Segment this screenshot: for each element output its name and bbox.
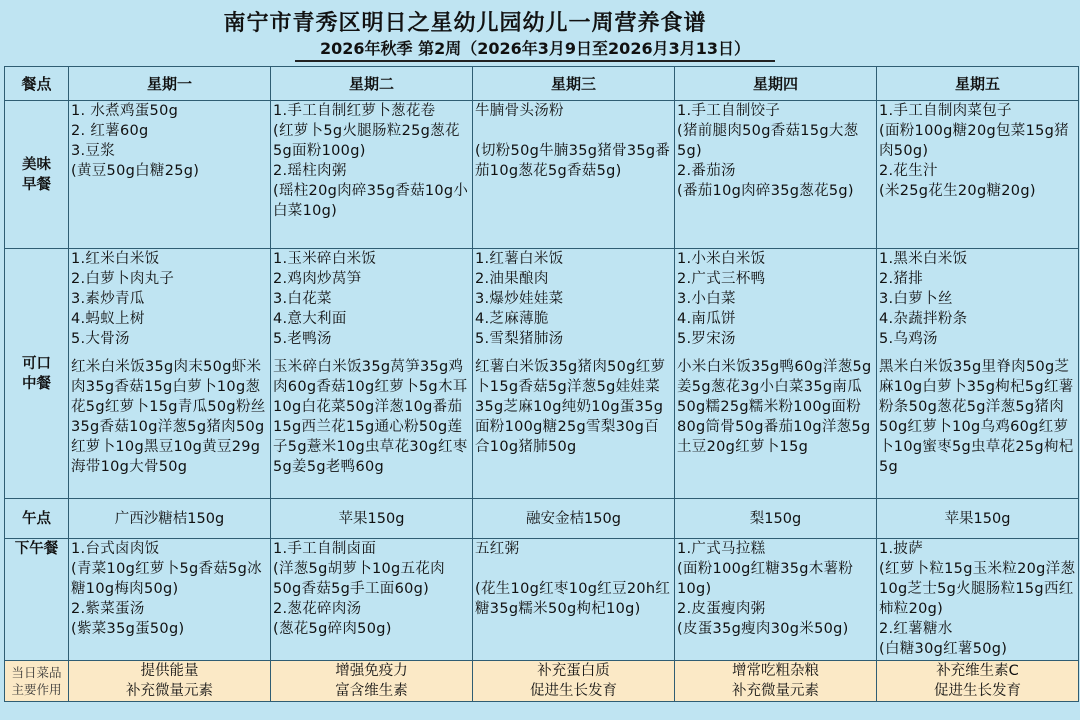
benefit-line1: 提供能量 bbox=[140, 663, 199, 679]
benefit-line2: 补充微量元素 bbox=[732, 683, 819, 699]
lunch-dishes-wed: 1.红薯白米饭 2.油果酿肉 3.爆炒娃娃菜 4.芝麻薄脆 5.雪梨猪肺汤 bbox=[473, 249, 675, 357]
breakfast-cell-thu: 1.手工自制饺子 (猪前腿肉50g香菇15g大葱5g) 2.番茄汤 (番茄10g肉碎35g葱花5g) bbox=[675, 101, 877, 249]
weekly-menu-table bbox=[4, 66, 1079, 702]
lunch-ingredients-wed: 红薯白米饭35g猪肉50g红萝卜15g香菇5g洋葱5g娃娃菜35g芝麻10g纯奶10g蛋35g面粉100g糖25g雪梨30g百合10g猪肺50g bbox=[473, 357, 675, 499]
lunch-label-text: 可口中餐 bbox=[22, 355, 51, 392]
benefits-label bbox=[5, 661, 69, 702]
dinner-cell-thu: 1.广式马拉糕 (面粉100g红糖35g木薯粉10g) 2.皮蛋瘦肉粥 (皮蛋35g瘦肉30g米50g) bbox=[675, 539, 877, 661]
breakfast-label-text: 美味早餐 bbox=[22, 156, 51, 193]
breakfast-cell-fri: 1.手工自制肉菜包子 (面粉100g糖20g包菜15g猪肉50g) 2.花生汁 (米25g花生20g糖20g) bbox=[877, 101, 1079, 249]
dinner-label: 下午餐 bbox=[5, 539, 69, 661]
lunch-dishes-thu: 1.小米白米饭 2.广式三杯鸭 3.小白菜 4.南瓜饼 5.罗宋汤 bbox=[675, 249, 877, 357]
breakfast-cell-tue: 1.手工自制红萝卜葱花卷 (红萝卜5g火腿肠粒25g葱花5g面粉100g) 2.瑶柱肉粥 (瑶柱20g肉碎35g香菇10g小白菜10g) bbox=[271, 101, 473, 249]
benefit-line2: 促进生长发育 bbox=[530, 683, 617, 699]
breakfast-cell-wed: 牛腩骨头汤粉 (切粉50g牛腩35g猪骨35g番茄10g葱花5g香菇5g) bbox=[473, 101, 675, 249]
day-header-thu: 星期四 bbox=[675, 67, 877, 101]
day-header-tue: 星期二 bbox=[271, 67, 473, 101]
benefit-line1: 增强免疫力 bbox=[335, 663, 408, 679]
benefits-cell-fri bbox=[877, 661, 1079, 702]
benefits-row bbox=[5, 661, 1079, 702]
benefit-line2: 富含维生素 bbox=[335, 683, 408, 699]
benefits-cell-mon bbox=[69, 661, 271, 702]
lunch-ingredients-row bbox=[5, 357, 1079, 499]
lunch-ingredients-fri: 黑米白米饭35g里脊肉50g芝麻10g白萝卜35g枸杞5g红薯粉条50g葱花5g洋葱5g猪肉50g红萝卜10g乌鸡60g红萝卜10g蜜枣5g虫草花25g枸杞5g bbox=[877, 357, 1079, 499]
lunch-ingredients-tue: 玉米碎白米饭35g莴笋35g鸡肉60g香菇10g红萝卜5g木耳10g白花菜50g洋葱10g番茄15g西兰花15g通心粉50g莲子5g薏米10g虫草花30g红枣5g姜5g老鸭60g bbox=[271, 357, 473, 499]
benefit-line1: 补充维生素C bbox=[936, 663, 1019, 679]
benefits-label-line2: 主要作用 bbox=[11, 682, 62, 697]
benefit-line1: 补充蛋白质 bbox=[537, 663, 610, 679]
benefits-cell-wed bbox=[473, 661, 675, 702]
lunch-dishes-tue: 1.玉米碎白米饭 2.鸡肉炒莴笋 3.白花菜 4.意大利面 5.老鸭汤 bbox=[271, 249, 473, 357]
breakfast-label bbox=[5, 101, 69, 249]
snack-cell-mon: 广西沙糖桔150g bbox=[69, 499, 271, 539]
lunch-label bbox=[5, 249, 69, 499]
breakfast-row bbox=[5, 101, 1079, 249]
lunch-dishes-fri: 1.黑米白米饭 2.猪排 3.白萝卜丝 4.杂蔬拌粉条 5.乌鸡汤 bbox=[877, 249, 1079, 357]
lunch-dishes-row bbox=[5, 249, 1079, 357]
benefit-line2: 促进生长发育 bbox=[934, 683, 1021, 699]
day-header-mon: 星期一 bbox=[69, 67, 271, 101]
lunch-dishes-mon: 1.红米白米饭 2.白萝卜肉丸子 3.素炒青瓜 4.蚂蚁上树 5.大骨汤 bbox=[69, 249, 271, 357]
lunch-ingredients-thu: 小米白米饭35g鸭60g洋葱5g姜5g葱花3g小白菜35g南瓜50g糯25g糯米粉100g面粉80g筒骨50g番茄10g洋葱5g土豆20g红萝卜15g bbox=[675, 357, 877, 499]
header-label: 餐点 bbox=[5, 67, 69, 101]
benefits-cell-tue bbox=[271, 661, 473, 702]
benefits-label-line1: 当日菜品 bbox=[11, 665, 62, 680]
snack-label: 午点 bbox=[5, 499, 69, 539]
page-subtitle: 2026年秋季 第2周（2026年3月9日至2026月3月13日） bbox=[295, 36, 775, 62]
snack-row bbox=[5, 499, 1079, 539]
header-row bbox=[5, 67, 1079, 101]
benefit-line2: 补充微量元素 bbox=[126, 683, 213, 699]
day-header-wed: 星期三 bbox=[473, 67, 675, 101]
lunch-ingredients-mon: 红米白米饭35g肉末50g虾米肉35g香菇15g白萝卜10g葱花5g红萝卜15g青瓜50g粉丝35g香菇10g洋葱5g猪肉50g红萝卜10g黑豆10g黄豆29g海带10g大骨50g bbox=[69, 357, 271, 499]
dinner-cell-wed: 五红粥 (花生10g红枣10g红豆20h红糖35g糯米50g枸杞10g) bbox=[473, 539, 675, 661]
dinner-cell-tue: 1.手工自制卤面 (洋葱5g胡萝卜10g五花肉50g香菇5g手工面60g) 2.葱花碎肉汤 (葱花5g碎肉50g) bbox=[271, 539, 473, 661]
snack-cell-tue: 苹果150g bbox=[271, 499, 473, 539]
benefit-line1: 增常吃粗杂粮 bbox=[732, 663, 819, 679]
dinner-cell-mon: 1.台式卤肉饭 (青菜10g红萝卜5g香菇5g冰糖10g梅肉50g) 2.紫菜蛋汤 (紫菜35g蛋50g) bbox=[69, 539, 271, 661]
day-header-fri: 星期五 bbox=[877, 67, 1079, 101]
benefits-cell-thu bbox=[675, 661, 877, 702]
dinner-row bbox=[5, 539, 1079, 661]
snack-cell-thu: 梨150g bbox=[675, 499, 877, 539]
snack-cell-fri: 苹果150g bbox=[877, 499, 1079, 539]
dinner-cell-fri: 1.披萨 (红萝卜粒15g玉米粒20g洋葱10g芝士5g火腿肠粒15g西红柿粒20g) 2.红薯糖水 (白糖30g红薯50g) bbox=[877, 539, 1079, 661]
breakfast-cell-mon: 1. 水煮鸡蛋50g 2. 红薯60g 3.豆浆 (黄豆50g白糖25g) bbox=[69, 101, 271, 249]
page-title: 南宁市青秀区明日之星幼儿园幼儿一周营养食谱 bbox=[223, 11, 707, 36]
snack-cell-wed: 融安金桔150g bbox=[473, 499, 675, 539]
